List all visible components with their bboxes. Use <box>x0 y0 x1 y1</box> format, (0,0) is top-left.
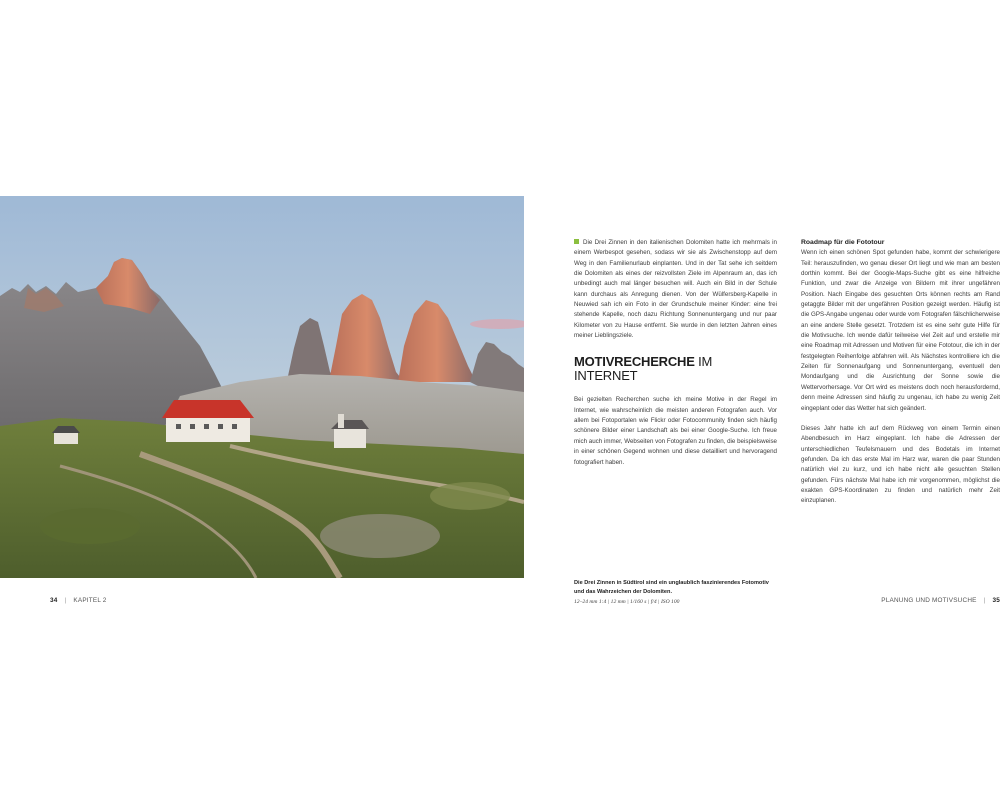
footer-separator: | <box>64 597 67 604</box>
mountain-photo <box>0 196 524 578</box>
body-paragraph: Bei gezielten Recherchen suche ich meine Motive in der Regel im Internet, wie wahrscheinlich die meisten anderen Fotografen auch. Vor allem bei Fotoportalen wie Flickr oder Fotocommunity finden sich häufig schönere Bilder einer Landschaft als bei einer Google-Suche. Ich freue mich auch immer, Webseiten von Fotografen zu finden, die beispielsweise in einer schönen Gegend wohnen und diese detailliert und hervoragend fotografiert haben. <box>574 396 777 466</box>
heading-bold: MOTIVRECHERCHE <box>574 354 695 370</box>
section-label: PLANUNG UND MOTIVSUCHE <box>881 597 977 604</box>
mountain-hut <box>162 400 254 442</box>
section-heading <box>574 355 777 383</box>
subheading: Roadmap für die Fototour <box>801 239 885 246</box>
caption-meta: 12–24 mm 1:4 | 12 mm | 1/160 s | f/4 | ISO 100 <box>574 599 680 605</box>
photo-caption <box>574 579 774 607</box>
harz-paragraph: Dieses Jahr hatte ich auf dem Rückweg von einem Termin einen Abendbesuch im Harz eingeplant. Ich habe die Adressen der unterschiedlichen Teufelsmauern und des Bodetals im Internet gefunden. Da ich das erste Mal im Harz war, waren die paar Stunden natürlich viel zu kurz, und ich habe nicht alle gesuchten Stellen gefunden. Fürs nächste Mal habe ich mir vorgenommen, möglichst die exakten GPS-Koordinaten zu finden und natürlich mehr Zeit einzuplanen. <box>801 424 1000 505</box>
heading-light: IM INTERNET <box>574 354 713 384</box>
text-column-left <box>574 238 777 478</box>
chapter-label: KAPITEL 2 <box>73 597 107 604</box>
dolomites-landscape-image <box>0 196 524 578</box>
text-column-right <box>801 238 1000 517</box>
page-number-left: 34 <box>50 597 58 604</box>
page-number-right: 35 <box>992 597 1000 604</box>
green-square-icon <box>574 239 579 244</box>
footer-left <box>50 597 107 604</box>
roadmap-paragraph: Wenn ich einen schönen Spot gefunden habe, kommt der schwierigere Teil: herauszufinden, wo genau dieser Ort liegt und wie man am besten dorthin kommt. Bei der Google-Maps-Suche gibt es eine hilfreiche Funktion, und zwar die Anzeige von Bildern mit ihrer ungefähren Position. Nach Eingabe des gesuchten Orts können rechts am Rand getaggte Bilder mit der ungefähren Position gezeigt werden. Häufig ist die GPS-Angabe ungenau oder wurde vom Fotografen fälschlicherweise an eine andere Stelle gesetzt. Trotzdem ist es eine sehr gute Hilfe für die Motivsuche. Ich wende dafür teilweise viel Zeit auf und erstelle mir eine Roadmap mit Adressen und Motiven für eine Fototour, die ich in der festgelegten Reihenfolge abfahren will. Als Nächstes kontrolliere ich die Zeiten für Sonnenaufgang und Sonnenuntergang, eventuell den Mondaufgang und die Ausrichtung der Sonne sowie die Wettervorhersage. Vor Ort wird es meistens doch noch herausfordernd, denn meine Adressen sind häufig zu ungenau, ich habe zu wenig Zeit eingeplant oder das Wetter hat sich geändert. <box>801 249 1000 412</box>
caption-text: Die Drei Zinnen in Südtirol sind ein unglaublich faszinierendes Fotomotiv und das Wahrzeichen der Dolomiten. <box>574 580 769 595</box>
footer-right <box>881 597 1000 604</box>
footer-separator: | <box>983 597 986 604</box>
intro-paragraph: Die Drei Zinnen in den italienischen Dolomiten hatte ich mehrmals in einem Werbespot gesehen, sodass wir sie als Zwischenstopp auf dem Weg in den Familienurlaub einplanten. Und in der Tat sehe ich seitdem die Dolomiten als eines der reizvollsten Ziele im Alpenraum an, das ich unbedingt auch mal länger besuchen will. Auch ein Bild in der Schule kann durchaus als Anregung dienen. Von der Wülfersberg-Kapelle in Neuwied sah ich ein Foto in der Grundschule meiner Kinder: eine frei stehende Kapelle, noch dazu Richtung Sonnenuntergang und nur paar Kilometer von zu Hause entfernt. Sie wurde in den letzten Jahren eines meiner Lieblingsziele. <box>574 239 777 340</box>
